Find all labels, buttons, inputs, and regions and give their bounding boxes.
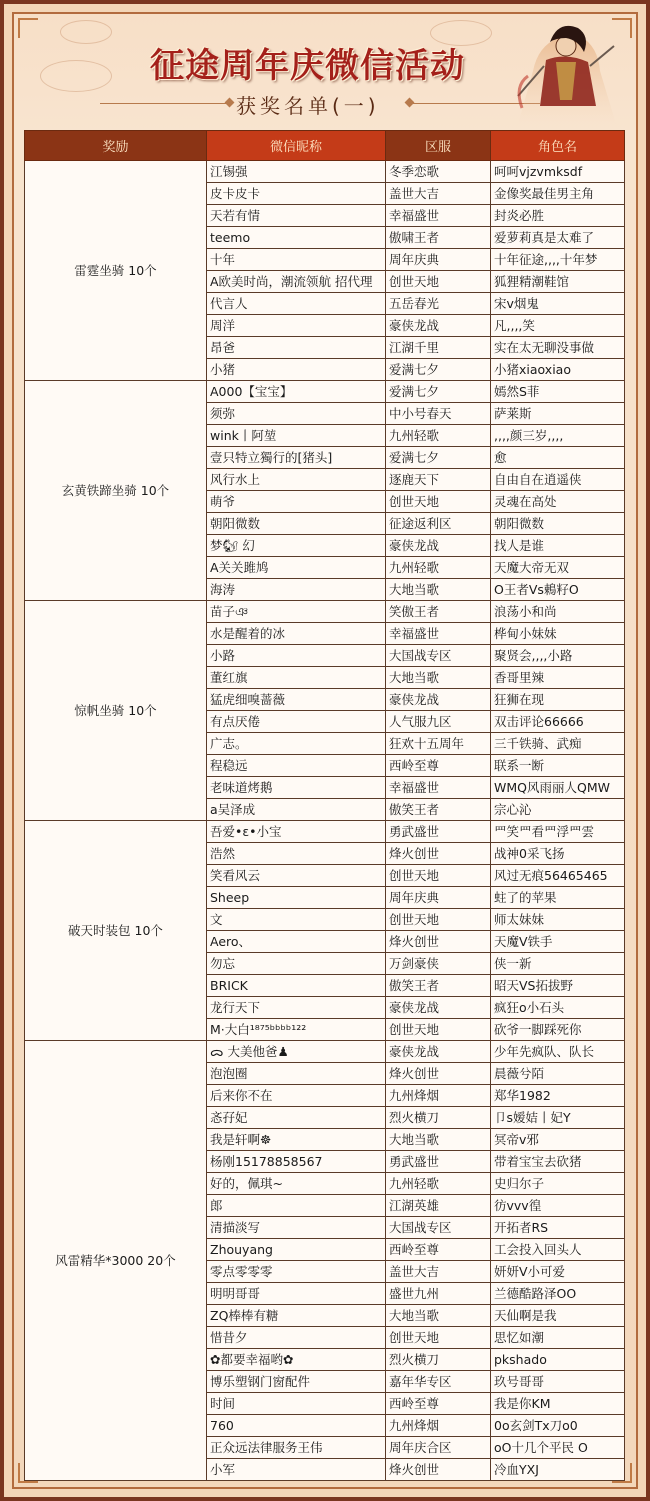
role-cell: 郑华1982: [491, 1085, 625, 1107]
server-cell: 万剑豪侠: [386, 953, 491, 975]
table-header-row: [25, 131, 625, 161]
role-cell: 宗心沁: [491, 799, 625, 821]
role-cell: 晨薇兮陌: [491, 1063, 625, 1085]
nickname-cell: 江锡强: [207, 161, 386, 183]
nickname-cell: 龙行天下: [207, 997, 386, 1019]
role-cell: 灵魂在高处: [491, 491, 625, 513]
role-cell: oO十几个平民 O: [491, 1437, 625, 1459]
server-cell: 盖世大吉: [386, 183, 491, 205]
server-cell: 大地当歌: [386, 1305, 491, 1327]
server-cell: 烽火创世: [386, 843, 491, 865]
role-cell: 宋v烟鬼: [491, 293, 625, 315]
winners-table: [24, 130, 625, 1481]
page-title: 征途周年庆微信活动: [150, 46, 465, 86]
role-cell: 嫣然S菲: [491, 381, 625, 403]
role-cell: 桦甸小妹妹: [491, 623, 625, 645]
nickname-cell: 猛虎细嗅蔷薇: [207, 689, 386, 711]
nickname-cell: Sheep: [207, 887, 386, 909]
server-cell: 西岭至尊: [386, 1393, 491, 1415]
nickname-cell: a吴泽成: [207, 799, 386, 821]
nickname-cell: 博乐塑钢门窗配件: [207, 1371, 386, 1393]
role-cell: 卩s嫒姞丨妃Y: [491, 1107, 625, 1129]
nickname-cell: 代言人: [207, 293, 386, 315]
server-cell: 江湖英雄: [386, 1195, 491, 1217]
role-cell: 疯狂o小石头: [491, 997, 625, 1019]
divider-line: [100, 103, 228, 104]
nickname-cell: 泡泡圈: [207, 1063, 386, 1085]
role-cell: 开拓者RS: [491, 1217, 625, 1239]
server-cell: 中小号春天: [386, 403, 491, 425]
nickname-cell: 时间: [207, 1393, 386, 1415]
nickname-cell: ✿都要幸福哟✿: [207, 1349, 386, 1371]
nickname-cell: 惜昔夕: [207, 1327, 386, 1349]
server-cell: 豪侠龙战: [386, 997, 491, 1019]
role-cell: 小猪xiaoxiao: [491, 359, 625, 381]
server-cell: 江湖千里: [386, 337, 491, 359]
server-cell: 烽火创世: [386, 1063, 491, 1085]
nickname-cell: 有点厌倦: [207, 711, 386, 733]
nickname-cell: 苗子ঞ: [207, 601, 386, 623]
nickname-cell: Zhouyang: [207, 1239, 386, 1261]
server-cell: 大国战专区: [386, 645, 491, 667]
role-cell: 萨莱斯: [491, 403, 625, 425]
nickname-cell: A000【宝宝】: [207, 381, 386, 403]
role-cell: WMQ风雨丽人QMW: [491, 777, 625, 799]
role-cell: 天魔V铁手: [491, 931, 625, 953]
role-cell: 战神0采飞扬: [491, 843, 625, 865]
server-cell: 创世天地: [386, 1327, 491, 1349]
role-cell: 自由自在逍遥侠: [491, 469, 625, 491]
nickname-cell: 杨刚15178858567: [207, 1151, 386, 1173]
role-cell: 风过无痕56465465: [491, 865, 625, 887]
server-cell: 大地当歌: [386, 667, 491, 689]
server-cell: 爱满七夕: [386, 447, 491, 469]
role-cell: O王者Vs鵣籽O: [491, 579, 625, 601]
role-cell: 天仙啊是我: [491, 1305, 625, 1327]
nickname-cell: 明明哥哥: [207, 1283, 386, 1305]
role-cell: 实在太无聊没事做: [491, 337, 625, 359]
nickname-cell: 萌爷: [207, 491, 386, 513]
table-row: [25, 161, 625, 183]
server-cell: 周年庆典: [386, 249, 491, 271]
server-cell: 大地当歌: [386, 579, 491, 601]
nickname-cell: 十年: [207, 249, 386, 271]
role-cell: 玖号哥哥: [491, 1371, 625, 1393]
role-cell: 联系一断: [491, 755, 625, 777]
nickname-cell: 小猪: [207, 359, 386, 381]
nickname-cell: 梦🐿 幻: [207, 535, 386, 557]
server-cell: 九州轻歌: [386, 425, 491, 447]
server-cell: 九州轻歌: [386, 557, 491, 579]
table-row: [25, 601, 625, 623]
server-cell: 盖世大吉: [386, 1261, 491, 1283]
role-cell: 聚贤会,,,,小路: [491, 645, 625, 667]
role-cell: 狂狮在现: [491, 689, 625, 711]
nickname-cell: 风行水上: [207, 469, 386, 491]
divider-diamond: [225, 98, 235, 108]
role-cell: 冷血YXJ: [491, 1459, 625, 1481]
role-cell: 罒笑罒看罒浮罒雲: [491, 821, 625, 843]
server-cell: 幸福盛世: [386, 205, 491, 227]
role-cell: 少年先疯队、队长: [491, 1041, 625, 1063]
role-cell: 双击评论66666: [491, 711, 625, 733]
server-cell: 勇武盛世: [386, 821, 491, 843]
prize-cell: 雷霆坐骑 10个: [25, 161, 207, 381]
nickname-cell: 好的，佩琪~: [207, 1173, 386, 1195]
server-cell: 九州烽烟: [386, 1085, 491, 1107]
nickname-cell: 我是轩啊☸: [207, 1129, 386, 1151]
nickname-cell: 周洋: [207, 315, 386, 337]
role-cell: 金像奖最佳男主角: [491, 183, 625, 205]
server-cell: 创世天地: [386, 491, 491, 513]
nickname-cell: 小路: [207, 645, 386, 667]
cloud-pattern: [60, 20, 112, 44]
role-cell: 兰德酷路泽OO: [491, 1283, 625, 1305]
server-cell: 烽火创世: [386, 931, 491, 953]
server-cell: 幸福盛世: [386, 623, 491, 645]
server-cell: 九州烽烟: [386, 1415, 491, 1437]
server-cell: 创世天地: [386, 271, 491, 293]
nickname-cell: 壹只特立獨行的[猪头]: [207, 447, 386, 469]
nickname-cell: 广志。: [207, 733, 386, 755]
server-cell: 五岳春光: [386, 293, 491, 315]
server-cell: 逐鹿天下: [386, 469, 491, 491]
role-cell: 爱萝莉真是太难了: [491, 227, 625, 249]
column-header-role: 角色名: [491, 131, 625, 161]
server-cell: 创世天地: [386, 909, 491, 931]
server-cell: 爱满七夕: [386, 381, 491, 403]
nickname-cell: wink丨阿堃: [207, 425, 386, 447]
server-cell: 大国战专区: [386, 1217, 491, 1239]
nickname-cell: BRICK: [207, 975, 386, 997]
server-cell: 烈火横刀: [386, 1349, 491, 1371]
server-cell: 西岭至尊: [386, 755, 491, 777]
nickname-cell: 后来你不在: [207, 1085, 386, 1107]
column-header-nickname: 微信昵称: [207, 131, 386, 161]
nickname-cell: 昂爸: [207, 337, 386, 359]
role-cell: 三千铁骑、武痴: [491, 733, 625, 755]
role-cell: 昭天VS拓拔野: [491, 975, 625, 997]
nickname-cell: 忞孖妃: [207, 1107, 386, 1129]
nickname-cell: 朝阳微数: [207, 513, 386, 535]
server-cell: 勇武盛世: [386, 1151, 491, 1173]
nickname-cell: 天若有情: [207, 205, 386, 227]
server-cell: 九州轻歌: [386, 1173, 491, 1195]
role-cell: 师太妹妹: [491, 909, 625, 931]
nickname-cell: A欧美时尚，潮流领航 招代理: [207, 271, 386, 293]
server-cell: 幸福盛世: [386, 777, 491, 799]
nickname-cell: 笑看风云: [207, 865, 386, 887]
server-cell: 烈火横刀: [386, 1107, 491, 1129]
nickname-cell: 浩然: [207, 843, 386, 865]
server-cell: 爱满七夕: [386, 359, 491, 381]
role-cell: 蛀了的苹果: [491, 887, 625, 909]
server-cell: 创世天地: [386, 1019, 491, 1041]
page-header: [0, 0, 650, 126]
column-header-server: 区服: [386, 131, 491, 161]
server-cell: 冬季恋歌: [386, 161, 491, 183]
role-cell: ,,,,颜三岁,,,,: [491, 425, 625, 447]
role-cell: 朝阳微数: [491, 513, 625, 535]
nickname-cell: 须弥: [207, 403, 386, 425]
role-cell: 浪荡小和尚: [491, 601, 625, 623]
nickname-cell: 皮卡皮卡: [207, 183, 386, 205]
server-cell: 创世天地: [386, 865, 491, 887]
prize-cell: 惊帆坐骑 10个: [25, 601, 207, 821]
nickname-cell: 小军: [207, 1459, 386, 1481]
server-cell: 豪侠龙战: [386, 315, 491, 337]
prize-cell: 玄黄铁蹄坐骑 10个: [25, 381, 207, 601]
role-cell: 香哥里辣: [491, 667, 625, 689]
nickname-cell: A关关雎鸠: [207, 557, 386, 579]
role-cell: 妍妍V小可爱: [491, 1261, 625, 1283]
nickname-cell: 老味道烤鹅: [207, 777, 386, 799]
server-cell: 周年庆合区: [386, 1437, 491, 1459]
role-cell: 史归尔子: [491, 1173, 625, 1195]
role-cell: 冥帝v邪: [491, 1129, 625, 1151]
role-cell: 十年征途,,,,十年梦: [491, 249, 625, 271]
table-row: [25, 821, 625, 843]
role-cell: 封炎必胜: [491, 205, 625, 227]
nickname-cell: teemo: [207, 227, 386, 249]
role-cell: 0o玄剑Tx刀o0: [491, 1415, 625, 1437]
server-cell: 豪侠龙战: [386, 689, 491, 711]
table-row: [25, 381, 625, 403]
nickname-cell: M·大白¹⁸⁷⁵ᵇᵇᵇᵇ¹²²: [207, 1019, 386, 1041]
server-cell: 烽火创世: [386, 1459, 491, 1481]
nickname-cell: 零点零零零: [207, 1261, 386, 1283]
server-cell: 西岭至尊: [386, 1239, 491, 1261]
role-cell: 天魔大帝无双: [491, 557, 625, 579]
server-cell: 盛世九州: [386, 1283, 491, 1305]
page-subtitle: 获奖名单(一): [236, 94, 380, 118]
nickname-cell: 正众远法律服务王伟: [207, 1437, 386, 1459]
nickname-cell: 海涛: [207, 579, 386, 601]
prize-cell: 破天时装包 10个: [25, 821, 207, 1041]
column-header-prize: 奖励: [25, 131, 207, 161]
hero-illustration: [498, 16, 622, 124]
server-cell: 傲笑王者: [386, 799, 491, 821]
server-cell: 征途返利区: [386, 513, 491, 535]
role-cell: 愈: [491, 447, 625, 469]
nickname-cell: 郎: [207, 1195, 386, 1217]
role-cell: 凡,,,,笑: [491, 315, 625, 337]
nickname-cell: 清描淡写: [207, 1217, 386, 1239]
nickname-cell: ᯅ 大美他爸♟: [207, 1041, 386, 1063]
role-cell: 砍爷一脚踩死你: [491, 1019, 625, 1041]
role-cell: 带着宝宝去砍猪: [491, 1151, 625, 1173]
role-cell: 呵呵vjzvmksdf: [491, 161, 625, 183]
nickname-cell: 勿忘: [207, 953, 386, 975]
nickname-cell: 水是醒着的冰: [207, 623, 386, 645]
server-cell: 狂欢十五周年: [386, 733, 491, 755]
nickname-cell: 董红旗: [207, 667, 386, 689]
role-cell: 我是你KM: [491, 1393, 625, 1415]
role-cell: 找人是谁: [491, 535, 625, 557]
nickname-cell: Aero、: [207, 931, 386, 953]
nickname-cell: ZQ棒棒有糖: [207, 1305, 386, 1327]
nickname-cell: 程稳远: [207, 755, 386, 777]
nickname-cell: 760: [207, 1415, 386, 1437]
role-cell: 工会投入回头人: [491, 1239, 625, 1261]
server-cell: 周年庆典: [386, 887, 491, 909]
role-cell: 思忆如潮: [491, 1327, 625, 1349]
nickname-cell: 文: [207, 909, 386, 931]
server-cell: 豪侠龙战: [386, 1041, 491, 1063]
server-cell: 人气服九区: [386, 711, 491, 733]
role-cell: 侠一新: [491, 953, 625, 975]
prize-cell: 风雷精华*3000 20个: [25, 1041, 207, 1481]
table-row: [25, 1041, 625, 1063]
server-cell: 嘉年华专区: [386, 1371, 491, 1393]
server-cell: 大地当歌: [386, 1129, 491, 1151]
server-cell: 笑傲王者: [386, 601, 491, 623]
server-cell: 傲啸王者: [386, 227, 491, 249]
cloud-pattern: [40, 60, 112, 92]
server-cell: 傲笑王者: [386, 975, 491, 997]
role-cell: 彷vvv徨: [491, 1195, 625, 1217]
role-cell: pkshado: [491, 1349, 625, 1371]
role-cell: 狐狸精潮鞋馆: [491, 271, 625, 293]
server-cell: 豪侠龙战: [386, 535, 491, 557]
nickname-cell: 吾爱•ε•小宝: [207, 821, 386, 843]
